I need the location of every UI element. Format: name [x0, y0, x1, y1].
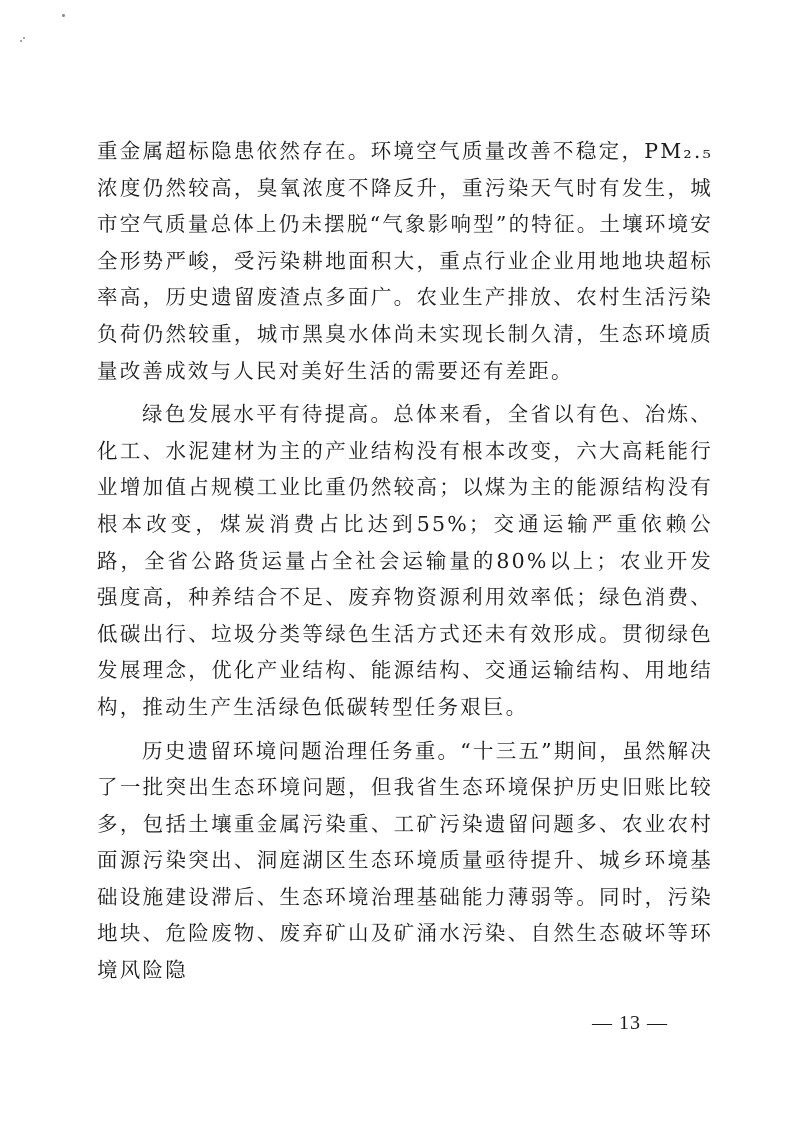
document-body: [97, 133, 713, 989]
scan-artifact-dot: [23, 37, 25, 39]
scan-artifact-dot: [20, 40, 22, 42]
paragraph-historical-environment-issues: 历史遗留环境问题治理任务重。“十三五”期间，虽然解决了一批突出生态环境问题，但我省生态环境保护历史旧账比较多，包括土壤重金属污染重、工矿污染遗留问题多、农业农村面源污染突出、洞庭湖区生态环境质量亟待提升、城乡环境基础设施建设滞后、生态环境治理基础能力薄弱等。同时，污染地块、危险废物、废弃矿山及矿涌水污染、自然生态破坏等环境风险隐: [97, 738, 713, 983]
paragraph-green-development: 绿色发展水平有待提高。总体来看，全省以有色、冶炼、化工、水泥建材为主的产业结构没有根本改变，六大高耗能行业增加值占规模工业比重仍然较高；以煤为主的能源结构没有根本改变，煤炭消费占比达到55%；交通运输严重依赖公路，全省公路货运量占全社会运输量的80%以上；农业开发强度高，种养结合不足、废弃物资源利用效率低；绿色消费、低碳出行、垃圾分类等绿色生活方式还未有效形成。贯彻绿色发展理念，优化产业结构、能源结构、交通运输结构、用地结构，推动生产生活绿色低碳转型任务艰巨。: [97, 402, 713, 719]
scan-artifact-dot: [62, 14, 65, 17]
paragraph-heavy-metal-risks: 重金属超标隐患依然存在。环境空气质量改善不稳定，PM₂.₅浓度仍然较高，臭氧浓度不降反升，重污染天气时有发生，城市空气质量总体上仍未摆脱“气象影响型”的特征。土壤环境安全形势严峻，受污染耕地面积大，重点行业企业用地地块超标率高，历史遗留废渣点多面广。农业生产排放、农村生活污染负荷仍然较重，城市黑臭水体尚未实现长制久清，生态环境质量改善成效与人民对美好生活的需要还有差距。: [97, 139, 713, 383]
page-number: — 13 —: [592, 1012, 668, 1034]
